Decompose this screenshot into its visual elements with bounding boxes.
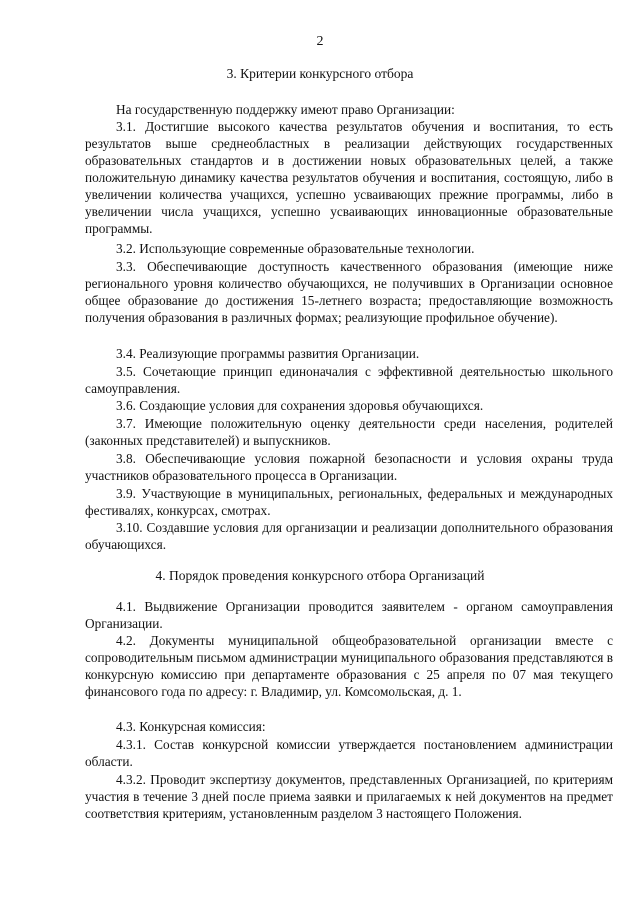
criterion-3-6: 3.6. Создающие условия для сохранения здоровья обучающихся. (116, 398, 484, 413)
criterion-3-9: 3.9. Участвующие в муниципальных, региональных, федеральных и международных фестивалях, конкурсах, смотрах. (85, 486, 613, 518)
procedure-4-3-2: 4.3.2. Проводит экспертизу документов, представленных Организацией, по критериям участия в течение 3 дней после приема заявки и прилагаемых к ней документов на предмет соответствия критериям, установленным разделом 3 настоящего Положения. (85, 772, 613, 821)
criterion-3-7: 3.7. Имеющие положительную оценку деятельности среди населения, родителей (законных представителей) и выпускников. (85, 416, 613, 448)
procedure-4-3: 4.3. Конкурсная комиссия: (116, 719, 266, 734)
criterion-3-3: 3.3. Обеспечивающие доступность качественного образования (имеющие ниже регионального уровня количество обучающихся, не получивших в Организации основное общее образование до достижения 15-летнего возраста; предоставляющие возможность получения образования в различных формах; реализующие профильное обучение). (85, 259, 613, 325)
criterion-3-2: 3.2. Использующие современные образовательные технологии. (116, 241, 475, 256)
procedure-4-1: 4.1. Выдвижение Организации проводится заявителем - органом самоуправления Организации. (85, 599, 613, 631)
criterion-3-5: 3.5. Сочетающие принцип единоначалия с эффективной деятельностью школьного самоуправления. (85, 364, 613, 396)
criterion-3-8: 3.8. Обеспечивающие условия пожарной безопасности и условия охраны труда участников образовательного процесса в Организации. (85, 451, 613, 483)
page-number: 2 (316, 34, 324, 49)
section-4-title: 4. Порядок проведения конкурсного отбора Организаций (155, 568, 485, 583)
procedure-4-2: 4.2. Документы муниципальной общеобразовательной организации вместе с сопроводительным письмом администрации муниципального образования представляются в конкурсную комиссию при департаменте образования с 25 апреля по 07 мая текущего финансового года по адресу: г. Владимир, ул. Комсомольская, д. 1. (85, 633, 613, 699)
criterion-3-10: 3.10. Создавшие условия для организации и реализации дополнительного образования обучающихся. (85, 520, 613, 552)
criterion-3-1: 3.1. Достигшие высокого качества результатов обучения и воспитания, то есть результатов выше среднеобластных в реализации действующих государственных образовательных стандартов и в достижении новых образовательных целей, а также положительную динамику качества результатов обучения и воспитания, состоящую, либо в увеличении количества учащихся, успешно усваивающих прежние программы, либо в увеличении числа учащихся, успешно усваивающих инновационные образовательные программы. (85, 119, 613, 236)
criterion-3-4: 3.4. Реализующие программы развития Организации. (116, 346, 420, 361)
section-3-intro: На государственную поддержку имеют право Организации: (116, 102, 455, 117)
section-3-title: 3. Критерии конкурсного отбора (226, 66, 414, 81)
procedure-4-3-1: 4.3.1. Состав конкурсной комиссии утверждается постановлением администрации области. (85, 737, 613, 769)
